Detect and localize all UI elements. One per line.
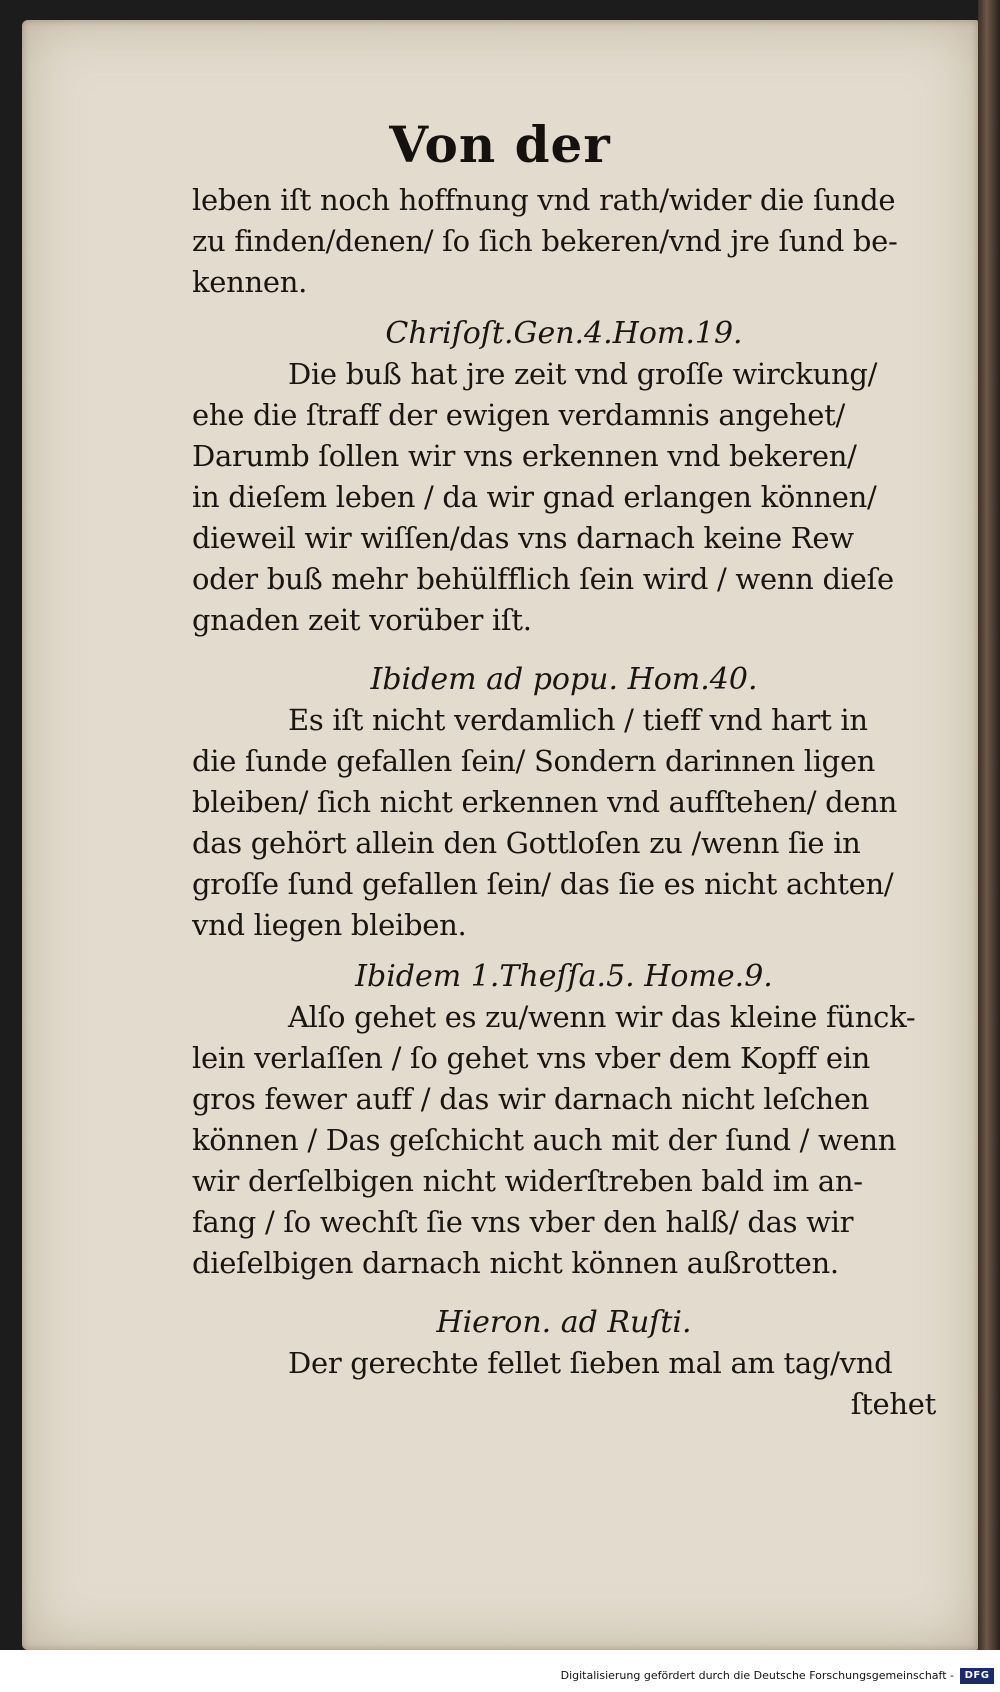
text-line: die ſunde gefallen ſein/ Sondern darinnen ligen [192, 744, 876, 778]
text-line: Die buß hat jre zeit vnd groſſe wirckung/ [288, 357, 878, 391]
text-line: bleiben/ ſich nicht erkennen vnd aufſtehen/ denn [192, 785, 898, 819]
text-line: dieweil wir wiſſen/das vns darnach keine Rew [192, 521, 854, 555]
text-line: oder buß mehr behülfflich ſein wird / wenn dieſe [192, 562, 894, 596]
citation: Ibidem ad popu. Hom.40. [370, 662, 758, 697]
dfg-logo: DFG [960, 1668, 994, 1684]
digitization-credit: Digitalisierung gefördert durch die Deutsche Forschungsgemeinschaft - [560, 1669, 954, 1682]
text-line: das gehört allein den Gottloſen zu /wenn ſie in [192, 826, 861, 860]
text-line: kennen. [192, 265, 308, 299]
text-line: können / Das geſchicht auch mit der ſund / wenn [192, 1123, 897, 1157]
text-line: lein verlaſſen / ſo gehet vns vber dem Kopff ein [192, 1041, 871, 1075]
text-line: groſſe ſund gefallen ſein/ das ſie es nicht achten/ [192, 867, 894, 901]
citation: Ibidem 1.Theſſa.5. Home.9. [355, 959, 773, 994]
text-line: Darumb ſollen wir vns erkennen vnd bekeren/ [192, 439, 857, 473]
catchword: ſtehet [850, 1387, 936, 1421]
text-line: vnd liegen bleiben. [192, 908, 467, 942]
page-heading: Von der [389, 115, 611, 174]
citation: Chriſoſt.Gen.4.Hom.19. [385, 316, 743, 351]
text-line: ehe die ſtraff der ewigen verdamnis angehet/ [192, 398, 845, 432]
text-line: leben iſt noch hoffnung vnd rath/wider die ſunde [192, 183, 896, 217]
text-line: Es iſt nicht verdamlich / tieff vnd hart in [288, 703, 868, 737]
text-line: wir derſelbigen nicht widerſtreben bald im an- [192, 1164, 863, 1198]
footer-bar [0, 1650, 1000, 1692]
text-line: gros fewer auff / das wir darnach nicht leſchen [192, 1082, 870, 1116]
text-line: in dieſem leben / da wir gnad erlangen können/ [192, 480, 877, 514]
citation: Hieron. ad Ruſti. [436, 1305, 692, 1340]
text-line: Der gerechte fellet ſieben mal am tag/vnd [288, 1346, 893, 1380]
text-line: gnaden zeit vorüber iſt. [192, 603, 532, 637]
text-line: zu finden/denen/ ſo ſich bekeren/vnd jre ſund be- [192, 224, 898, 258]
body-text [192, 180, 936, 1425]
book-edge [978, 0, 1000, 1692]
text-line: Alſo gehet es zu/wenn wir das kleine fünck- [288, 1000, 916, 1034]
text-line: fang / ſo wechſt ſie vns vber den halß/ das wir [192, 1205, 854, 1239]
text-line: dieſelbigen darnach nicht können außrotten. [192, 1246, 839, 1280]
